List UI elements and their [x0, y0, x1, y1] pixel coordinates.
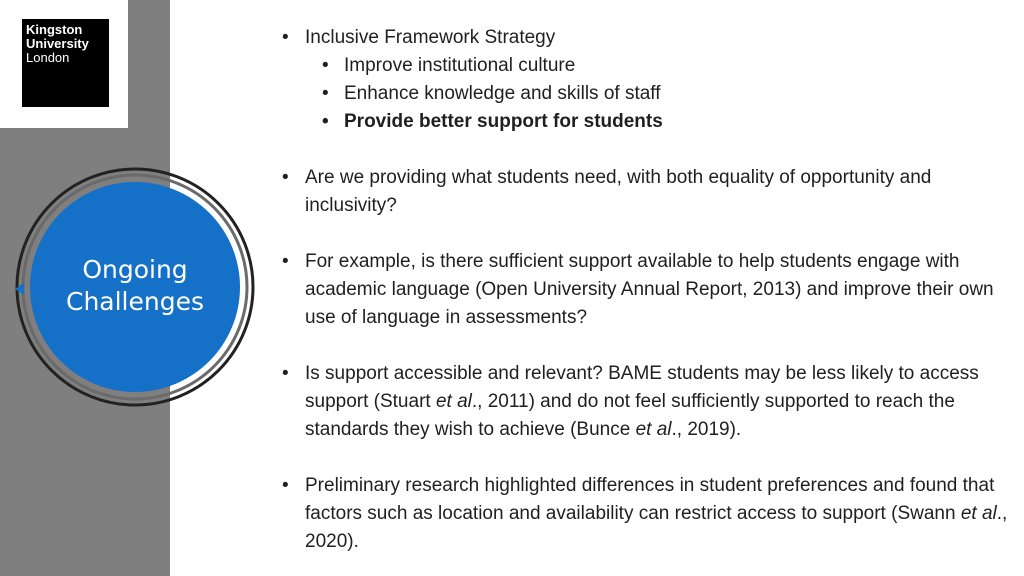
spacer: [282, 220, 1012, 248]
citation-etal: et al: [635, 419, 672, 440]
sub-bullet-knowledge-text: Enhance knowledge and skills of staff: [344, 83, 661, 104]
bullet-research: [282, 472, 1012, 556]
bullet-list: [282, 24, 1012, 556]
citation-etal: et al: [435, 391, 472, 412]
spacer: [282, 136, 1012, 164]
spacer: [282, 332, 1012, 360]
bullet-strategy-text: Inclusive Framework Strategy: [305, 27, 556, 48]
logo-line-1: Kingston: [26, 22, 83, 37]
bullet-research-text-1: Preliminary research highlighted differences in student preferences and found that factors such as location and availability can restrict access to support (Swann: [305, 475, 995, 524]
bullet-providing-text: Are we providing what students need, with both equality of opportunity and inclusivity?: [305, 167, 932, 216]
university-logo: [22, 19, 109, 107]
bullet-strategy: [282, 24, 1012, 52]
sub-bullet-support: [282, 108, 1012, 136]
logo-line-2: University: [26, 36, 89, 51]
section-title-line-1: Ongoing: [82, 255, 188, 284]
sub-bullet-support-text: Provide better support for students: [344, 111, 663, 132]
sub-bullet-knowledge: [282, 80, 1012, 108]
bullet-example-text: For example, is there sufficient support available to help students engage with academic language (Open University Annual Report, 2013) and improve their own use of language in assessments?: [305, 251, 994, 328]
bullet-accessible-text-2: ., 2011) and do not feel sufficiently supported to reach the standards they wish to achieve (Bunce: [305, 391, 955, 440]
logo-panel: [0, 0, 128, 128]
section-title-line-2: Challenges: [65, 287, 204, 316]
citation-etal: et al: [960, 503, 997, 524]
bullet-accessible: [282, 360, 1012, 444]
bullet-example: [282, 248, 1012, 332]
bullet-content: [282, 24, 1012, 556]
logo-line-3: London: [26, 50, 70, 65]
bullet-accessible-text-3: ., 2019).: [671, 419, 742, 440]
section-title: [50, 254, 220, 318]
bullet-providing: [282, 164, 1012, 220]
spacer: [282, 444, 1012, 472]
sub-bullet-culture: [282, 52, 1012, 80]
bullet-research-text-2: ., 2020).: [305, 503, 1008, 552]
sub-bullet-culture-text: Improve institutional culture: [344, 55, 576, 76]
bullet-accessible-text-1: Is support accessible and relevant? BAME students may be less likely to access support (Stuart: [305, 363, 979, 412]
